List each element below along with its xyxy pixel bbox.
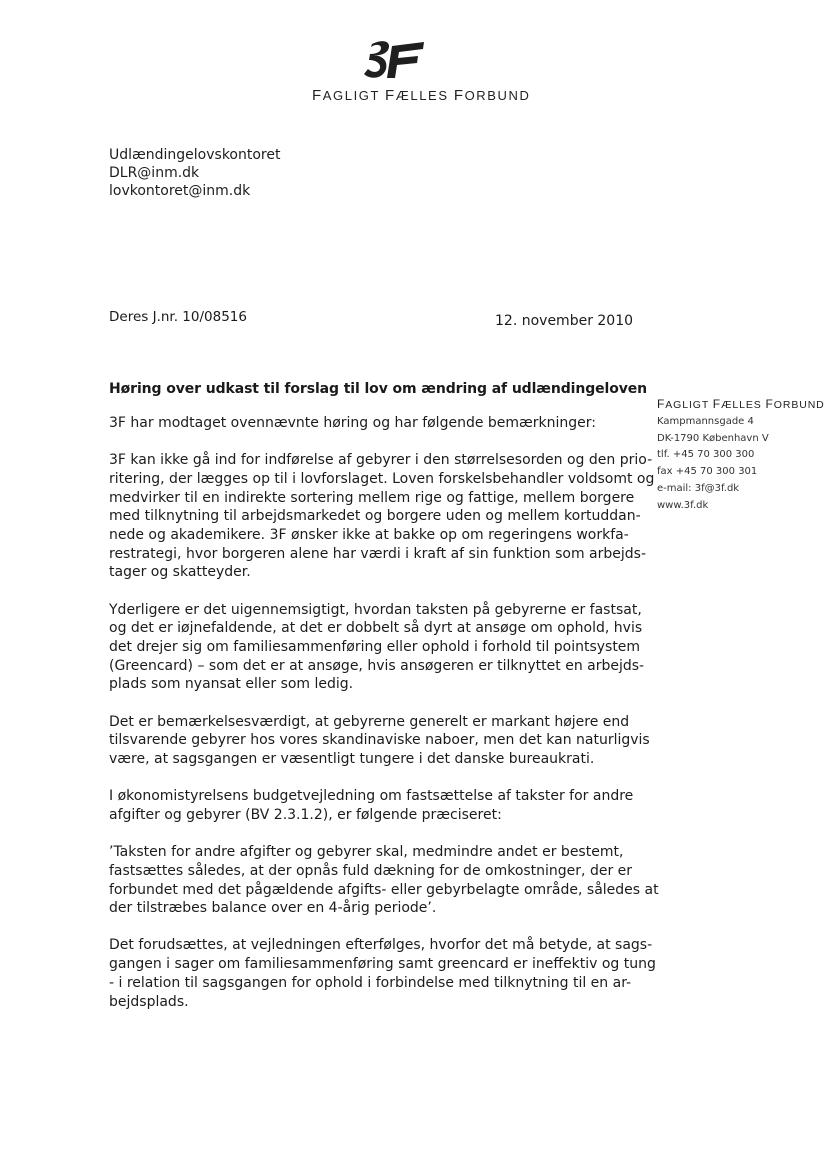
paragraph: I økonomistyrelsens budgetvejledning om fastsættelse af takster for andre afgifter og gebyrer (BV 2.3.1.2), er følgende præciseret: <box>109 788 634 823</box>
letter-body <box>109 414 659 1030</box>
letter-subject: Høring over udkast til forslag til lov om ændring af udlændingeloven <box>109 381 648 397</box>
sender-address: Kampmannsgade 4 <box>657 415 754 427</box>
3f-logo-icon <box>362 38 428 82</box>
paragraph: Det forudsættes, at vejledningen efterfølges, hvorfor det må betyde, at sags- gangen i sager om familiesammenføring samt greencard er ineffektiv og tung - i relation til sagsgangen for ophold i forbindelse med tilknytning til en ar- bejdsplads. <box>109 937 656 1010</box>
recipient-block <box>109 146 280 200</box>
org-name: FAGLIGT FÆLLES FORBUND <box>312 87 531 104</box>
sender-website: www.3f.dk <box>657 499 709 511</box>
sender-email: e-mail: 3f@3f.dk <box>657 482 740 494</box>
sender-contact-block <box>657 396 825 515</box>
paragraph: Yderligere er det uigennemsigtigt, hvordan taksten på gebyrerne er fastsat, og det er iøjnefaldende, at det er dobbelt så dyrt at ansøge om ophold, hvis det drejer sig om familiesammenføring eller ophold i forhold til pointsystem (Greencard) – som det er at ansøge, hvis ansøgeren er tilknyttet en arbejds- plads som nyansat eller som ledig. <box>109 601 645 693</box>
sender-phone: tlf. +45 70 300 300 <box>657 449 755 461</box>
reference-number: Deres J.nr. 10/08516 <box>109 309 247 325</box>
quote-paragraph: ’Taksten for andre afgifter og gebyrer skal, medmindre andet er bestemt, fastsættes således, at der opnås fuld dækning for de omkostninger, der er forbundet med det pågældende afgifts- eller gebyrbelagte område, således at der tilstræbes balance over en 4-årig periode’. <box>109 844 659 917</box>
letter-date: 12. november 2010 <box>495 313 634 329</box>
recipient-email: lovkontoret@inm.dk <box>109 183 251 199</box>
sender-fax: fax +45 70 300 301 <box>657 466 758 478</box>
paragraph: 3F har modtaget ovennævnte høring og har følgende bemærkninger: <box>109 415 597 431</box>
recipient-email: DLR@inm.dk <box>109 165 200 181</box>
paragraph: 3F kan ikke gå ind for indførelse af gebyrer i den størrelsesorden og den prio- ritering, der lægges op til i lovforslaget. Loven forskelsbehandler voldsomt og medvirker til en indirekte sortering mellem rige og fattige, mellem borgere med tilknytning til arbejdsmarkedet og borgere uden og mellem kortuddan- nede og akademikere. 3F ønsker ikke at bakke op om regeringens workfa- restrategi, hvor borgeren alene har værdi i kraft af sin funktion som arbejds- tager og skatteyder. <box>109 452 655 581</box>
sender-org-name: FAGLIGT FÆLLES FORBUND <box>657 397 825 411</box>
paragraph: Det er bemærkelsesværdigt, at gebyrerne generelt er markant højere end tilsvarende gebyrer hos vores skandinaviske naboer, men det kan naturligvis være, at sagsgangen er væsentligt tungere i det danske bureaukrati. <box>109 713 650 768</box>
recipient-name: Udlændingelovskontoret <box>109 147 281 163</box>
sender-city: DK-1790 København V <box>657 432 769 444</box>
